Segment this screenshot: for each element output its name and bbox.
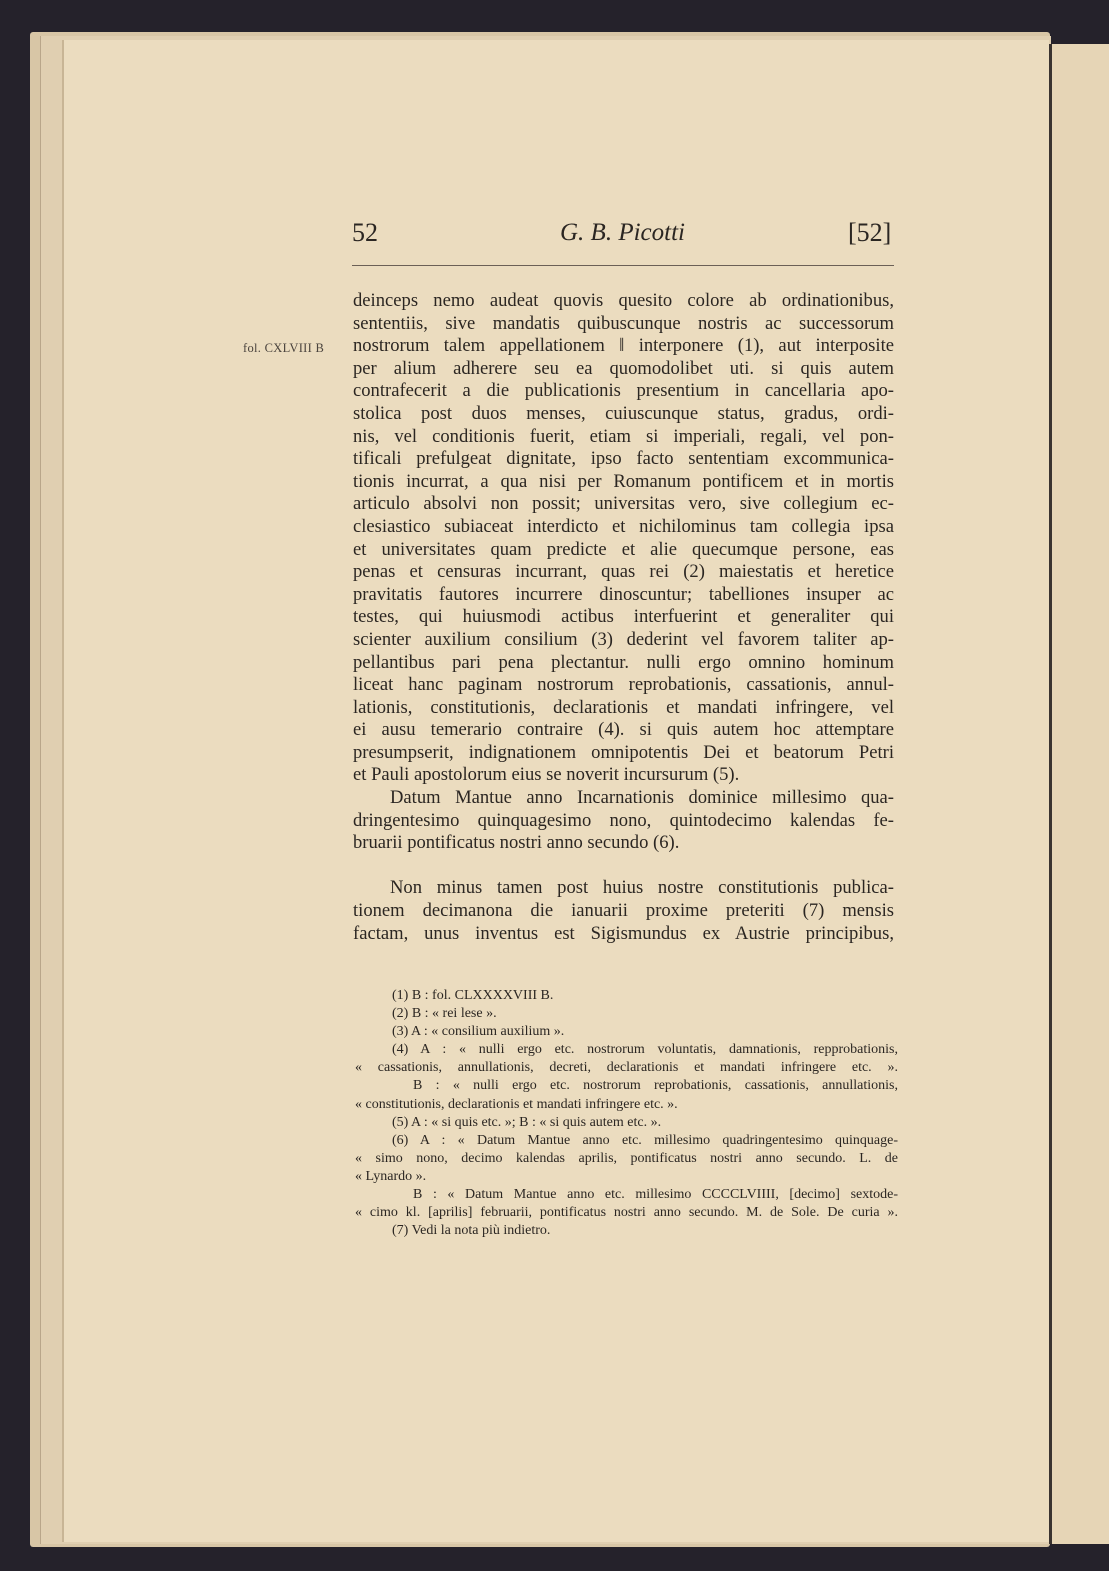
text-line: dringentesimo quinquagesimo nono, quintodecimo kalendas fe- <box>353 809 894 831</box>
footnote-line: (4) A : « nulli ergo etc. nostrorum voluntatis, damnationis, repprobationis, <box>392 1042 898 1058</box>
text-line: et Pauli apostolorum eius se noverit incursurum (5). <box>353 764 740 786</box>
text-line: pravitatis fautores incurrere dinoscuntur; tabelliones insuper ac <box>353 583 894 605</box>
text-line: presumpserit, indignationem omnipotentis Dei et beatorum Petri <box>353 741 894 763</box>
text-line: nis, vel conditionis fuerit, etiam si imperiali, regali, vel pon- <box>353 425 894 447</box>
footnote-line: « Lynardo ». <box>355 1168 427 1184</box>
text-line: nostrorum talem appellationem ‖ interponere (1), aut interposite <box>353 335 894 357</box>
text-line: bruarii pontificatus nostri anno secundo (6). <box>353 832 680 854</box>
text-line: stolica post duos menses, cuiuscunque status, gradus, ordi- <box>353 402 894 424</box>
text-line: scienter auxilium consilium (3) dederint vel favorem taliter ap- <box>353 628 894 650</box>
text-line: Datum Mantue anno Incarnationis dominice millesimo qua- <box>390 787 894 809</box>
footnote-line: (2) B : « rei lese ». <box>392 1006 497 1022</box>
text-line: pellantibus pari pena plectantur. nulli ergo omnino hominum <box>353 651 894 673</box>
text-line: lationis, constitutionis, declarationis et mandati infringere, vel <box>353 696 894 718</box>
text-line: tificali prefulgeat dignitate, ipso facto sententiam excommunica- <box>353 448 894 470</box>
footnote-line: (6) A : « Datum Mantue anno etc. millesimo quadringentesimo quinquage- <box>392 1132 898 1148</box>
text-line: deinceps nemo audeat quovis quesito colore ab ordinationibus, <box>353 290 894 311</box>
facing-page-edge <box>1049 44 1109 1544</box>
footnote-line: « cassationis, annullationis, decreti, declarationis et mandati infringere etc. ». <box>355 1060 898 1076</box>
text-line: penas et censuras incurrant, quas rei (2) maiestatis et heretice <box>353 561 894 583</box>
footnote-line: (5) A : « si quis etc. »; B : « si quis autem etc. ». <box>392 1114 662 1130</box>
text-line: tionem decimanona die ianuarii proxime preteriti (7) mensis <box>353 900 894 922</box>
footnotes <box>355 987 898 1240</box>
footnote-line: (7) Vedi la nota più indietro. <box>392 1223 551 1239</box>
paragraph-gap <box>353 855 894 878</box>
footnote-line: B : « nulli ergo etc. nostrorum reprobationis, cassationis, annullationis, <box>413 1078 898 1094</box>
footnote-line: (3) A : « consilium auxilium ». <box>392 1024 565 1040</box>
text-line: ei ausu temerario contraire (4). si quis autem hoc attemptare <box>353 719 894 741</box>
text-line: factam, unus inventus est Sigismundus ex Austrie principibus, <box>353 922 894 944</box>
text-line: per alium adherere seu ea quomodolibet uti. si quis autem <box>353 357 894 379</box>
text-line: contrafecerit a die publicationis presentium in cancellaria apo- <box>353 380 894 402</box>
margin-folio-note: fol. CXLVIII B <box>243 341 325 355</box>
text-line: et universitates quam predicte et alie quecumque persone, eas <box>353 538 894 560</box>
text-line: sententiis, sive mandatis quibuscunque nostris ac successorum <box>353 312 894 334</box>
page-number-bracketed: [52] <box>848 218 892 247</box>
page-number: 52 <box>352 218 378 247</box>
text-line: clesiastico subiaceat interdicto et nichilominus tam collegia ipsa <box>353 515 894 537</box>
text-line: testes, qui huiusmodi actibus interfuerint et generaliter qui <box>353 606 894 628</box>
footnote-line: « cimo kl. [aprilis] februarii, pontificatus nostri anno secundo. M. de Sole. De curia ». <box>355 1205 898 1221</box>
footnote-line: « simo nono, decimo kalendas aprilis, pontificatus nostri anno secundo. L. de <box>355 1150 898 1166</box>
footnote-line: B : « Datum Mantue anno etc. millesimo CCCCLVIIII, [decimo] sextode- <box>413 1187 898 1203</box>
footnote-line: « constitutionis, declarationis et mandati infringere etc. ». <box>355 1096 678 1112</box>
header-rule <box>352 265 894 266</box>
footnote-line: (1) B : fol. CLXXXXVIII B. <box>392 988 554 1003</box>
text-line: tionis incurrat, a qua nisi per Romanum pontificem et in mortis <box>353 470 894 492</box>
text-line: articulo absolvi non possit; universitas vero, sive collegium ec- <box>353 493 894 515</box>
text-line: liceat hanc paginam nostrorum reprobationis, cassationis, annul- <box>353 674 894 696</box>
running-title: G. B. Picotti <box>560 219 685 246</box>
text-line: Non minus tamen post huius nostre constitutionis publica- <box>390 877 894 899</box>
main-text <box>353 290 894 945</box>
